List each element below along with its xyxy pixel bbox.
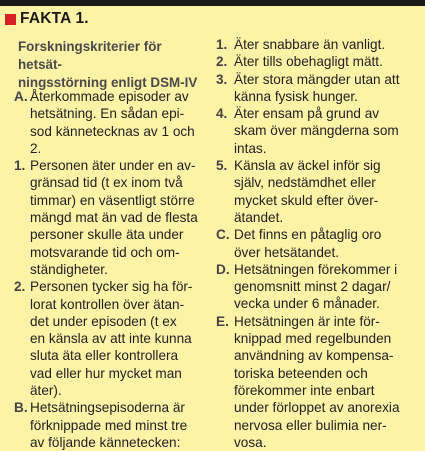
fact-box-header bbox=[5, 10, 89, 28]
criterion-c bbox=[216, 226, 420, 261]
criterion-a-2 bbox=[14, 278, 214, 399]
item-label: 5. bbox=[216, 158, 228, 174]
item-text: Återkommade episoder av hetsätning. En sådan epi- sod kännetecknas av 1 och 2. bbox=[30, 89, 195, 156]
top-border bbox=[0, 0, 425, 6]
item-label: E. bbox=[216, 313, 229, 329]
criterion-b-2 bbox=[216, 53, 420, 70]
item-text: Känsla av äckel inför sig själv, nedstämdhet eller mycket skuld efter över- ätandet. bbox=[234, 158, 381, 225]
criterion-a-1 bbox=[14, 157, 214, 278]
item-text: Hetsätningsepisoderna är förknippade med minst tre av följande kännetecken: bbox=[30, 400, 188, 450]
item-label: 1. bbox=[216, 37, 228, 52]
item-label: 1. bbox=[14, 158, 26, 174]
item-label: B. bbox=[14, 400, 28, 416]
item-label: 2. bbox=[216, 54, 228, 70]
criterion-b-5 bbox=[216, 157, 420, 226]
criterion-a bbox=[14, 88, 214, 157]
criterion-b-1 bbox=[216, 36, 420, 53]
left-column bbox=[14, 88, 214, 451]
criterion-b bbox=[14, 399, 214, 451]
item-label: 4. bbox=[216, 106, 228, 122]
item-text: Det finns en påtaglig oro över hetsätandet. bbox=[234, 227, 382, 260]
item-text: Personen äter under en av- gränsad tid (t ex inom två timmar) en väsentligt större mängd mat än vad de flesta personer skulle äta under motsvarande tid och om- ständigheter. bbox=[30, 158, 198, 277]
fact-box-title: FAKTA 1. bbox=[20, 10, 89, 27]
item-text: Äter snabbare än vanligt. bbox=[234, 37, 386, 52]
item-text: Äter tills obehagligt mätt. bbox=[234, 54, 383, 70]
item-label: 2. bbox=[14, 279, 26, 295]
criterion-e bbox=[216, 313, 420, 451]
red-square-icon bbox=[5, 14, 16, 25]
criterion-b-4 bbox=[216, 105, 420, 157]
criterion-d bbox=[216, 261, 420, 313]
item-text: Personen tycker sig ha för- lorat kontrollen över ätan- det under episoden (t ex en känsla av att inte kunna sluta äta eller kontrollera vad eller hur mycket man äter). bbox=[30, 279, 193, 399]
item-text: Hetsätningen förekommer i genomsnitt minst 2 dagar/ vecka under 6 månader. bbox=[234, 261, 398, 312]
criteria-heading: Forskningskriterier för hetsät- ningsstörning enligt DSM-IV bbox=[18, 39, 198, 90]
item-text: Äter stora mängder utan att känna fysisk hunger. bbox=[234, 71, 400, 104]
right-column bbox=[216, 36, 420, 451]
item-text: Äter ensam på grund av skam över mängderna som intas. bbox=[234, 106, 399, 156]
item-label: A. bbox=[14, 89, 28, 104]
item-label: 3. bbox=[216, 71, 228, 87]
item-text: Hetsätningen är inte för- knippad med regelbunden användning av kompensa- toriska beteenden och förekommer inte enbart under förloppet av anorexia nervosa eller bulimia ner- vosa. bbox=[234, 313, 400, 450]
item-label: C. bbox=[216, 227, 230, 243]
criterion-b-3 bbox=[216, 71, 420, 106]
item-label: D. bbox=[216, 261, 230, 277]
